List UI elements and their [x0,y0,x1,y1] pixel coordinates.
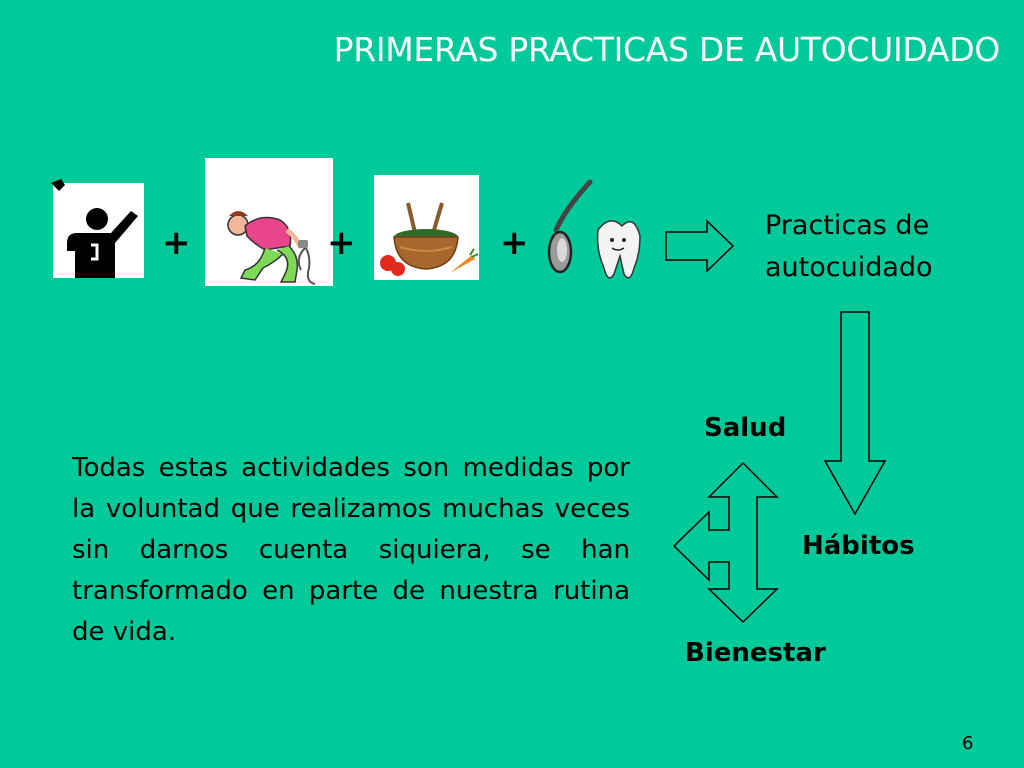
plus-operator: + [162,223,191,263]
habits-label: Hábitos [802,531,915,561]
body-text: Todas estas actividades son medidas por la voluntad que realizamos muchas veces sin darnos cuenta siquiera, se han transformado en parte de nuestra rutina de vida. [72,453,630,647]
three-way-arrow [673,462,781,628]
salad-bowl-icon [374,175,479,280]
page-number: 6 [962,733,974,754]
spoon-and-tooth-icon [540,178,645,288]
right-arrow [665,220,735,278]
plus-operator: + [327,223,356,263]
down-arrow [823,311,887,520]
result-label [765,205,933,289]
person-exercising-icon [205,158,333,286]
health-label: Salud [704,413,787,443]
plus-operator: + [500,223,529,263]
result-label-line2: autocuidado [765,252,933,283]
slide-title: PRIMERAS PRACTICAS DE AUTOCUIDADO [333,30,1000,69]
person-raising-hand-icon [53,183,144,278]
result-label-line1: Practicas de [765,210,930,241]
wellbeing-label: Bienestar [685,638,826,668]
